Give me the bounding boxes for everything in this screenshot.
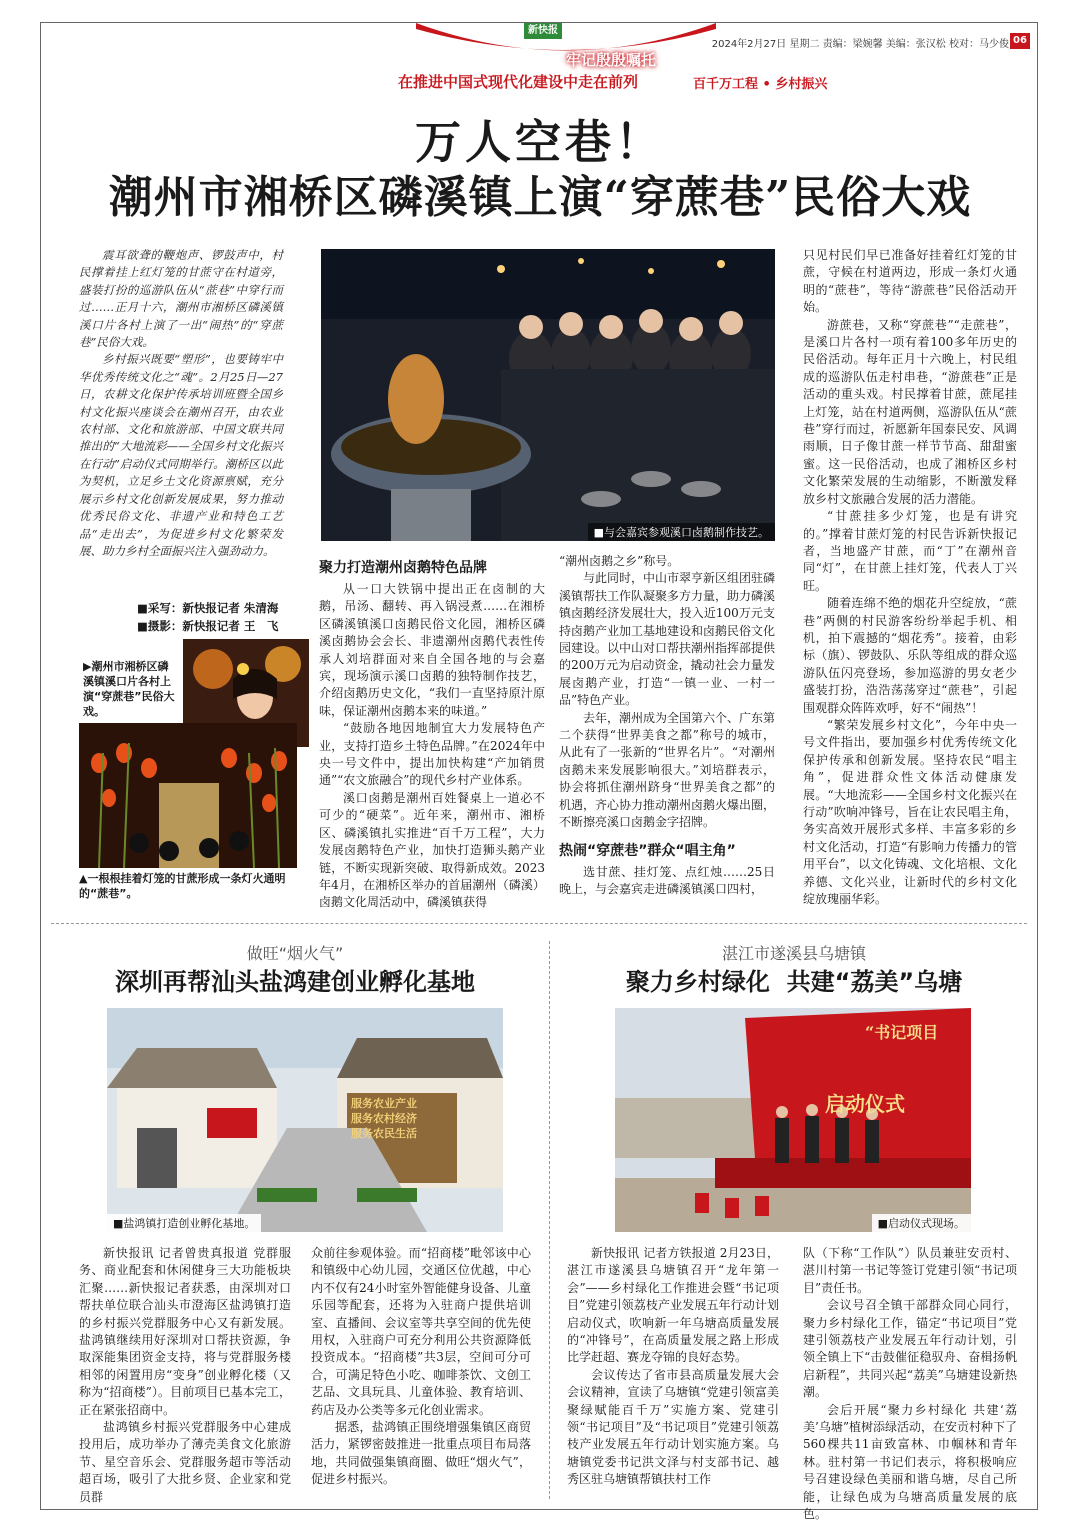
header-meta: 2024年2月27日 星期二 责编：梁婉馨 美编：张汉松 校对：马少俊: [711, 39, 1009, 50]
lead-paragraph-1: 震耳欲聋的鞭炮声、锣鼓声中，村民撑着挂上红灯笼的甘蔗守在村道旁，盛装打扮的巡游队伍从“蔗巷”中穿行而过……正月十六，潮州市湘桥区磷溪镇溪口片各村上演了一出“闹热”的“穿蔗巷”民俗大戏。: [79, 248, 283, 350]
byline-photographer: ■摄影：新快报记者 王 飞: [137, 619, 279, 633]
section-divider: [51, 923, 1027, 924]
story-paragraph: 会后开展“聚力乡村绿化 共建‘荔美’乌塘”植树添绿活动，在安贡村种下了560棵共11亩致富林、巾帼林和青年林。驻村第一书记们表示，将积极响应号召建设绿色美丽和谐乌塘，尽自己所能，让绿色成为乌塘高质量发展的底色。: [803, 1402, 1017, 1522]
main-paragraph: 去年，潮州成为全国第六个、广东第二个获得“世界美食之都”称号的城市，从此有了一张新的“世界名片”。“对潮州卤鹅未来发展影响很大。”刘培群表示，协会将抓住潮州跻身“世界美食之都”的机遇，齐心协力推动潮州卤鹅火爆出圈，不断擦亮溪口卤鹅金字招牌。: [559, 710, 776, 830]
subheading-sugarcane-lane: 热闹“穿蔗巷”群众“唱主角”: [559, 842, 736, 859]
photo-goose-demo: [321, 249, 775, 541]
photo-incubation-base: [107, 1008, 503, 1232]
sign-line: 服务农民生活: [351, 1127, 417, 1140]
sign-services: [351, 1096, 455, 1141]
main-paragraph: “甘蔗挂多少灯笼，也是有讲究的。”撑着甘蔗灯笼的村民告诉新快报记者，当地盛产甘蔗，而“丁”在潮州音同“灯”，在甘蔗上挂灯笼，代表人丁兴旺。: [803, 509, 1017, 593]
story-paragraph: 队（下称“工作队”）队员兼驻安贡村、湛川村第一书记等签订党建引领“书记项目”责任书。: [803, 1246, 1017, 1295]
banner-text-ceremony: 启动仪式: [825, 1092, 905, 1116]
caption-goose-demo: ■与会嘉宾参观溪口卤鹅制作技艺。: [588, 523, 775, 541]
left-story-kicker: 做旺“烟火气”: [246, 944, 344, 963]
main-paragraph: 随着连绵不绝的烟花升空绽放，“蔗巷”两侧的村民游客纷纷举起手机、相机，拍下震撼的“烟花秀”。接着，由彩标（旗）、锣鼓队、乐队等组成的群众巡游队伍闪亮登场，参加巡游的男女老少盛装打扮，浩浩荡荡穿过“蔗巷”，引起围观群众阵阵欢呼，好不“闹热”！: [803, 596, 1017, 715]
main-paragraph: 溪口卤鹅是潮州百姓餐桌上一道必不可少的“硬菜”。近年来，潮州市、湘桥区、磷溪镇扎实推进“百千万工程”，大力发展卤鹅特色产业，加快打造狮头鹅产业链，不断实现新突破、取得新成效。2023年4月，在湘桥区举办的首届潮州（磷溪）卤鹅文化周活动中，磷溪镇获得: [319, 790, 545, 910]
story-paragraph: 会议号召全镇干部群众同心同行，聚力乡村绿化工作，锚定“书记项目”党建引领荔枝产业发展五年行动计划，引领全镇上下“击鼓催征稳驭舟、奋楫扬帆启新程”，共同兴起“荔美”乌塘建设新热潮。: [803, 1298, 1017, 1400]
main-paragraph: “鼓励各地因地制宜大力发展特色产业，支持打造乡土特色品牌。”在2024年中央一号文件中，提出加快构建“产加销贯通”“农文旅融合”的现代乡村产业体系。: [319, 721, 545, 788]
caption-incubation-base: ■盐鸿镇打造创业孵化基地。: [107, 1214, 261, 1232]
story-paragraph: 据悉，盐鸿镇正围绕增强集镇区商贸活力，紧锣密鼓推进一批重点项目布局落地，共同做强集镇商圈、做旺“烟火气”，促进乡村振兴。: [311, 1420, 531, 1487]
story-paragraph: 盐鸿镇乡村振兴党群服务中心建成投用后，成功举办了薄壳美食文化旅游节、星空音乐会、党群服务超市等活动超百场，吸引了大批乡贤、企业家和党员群: [79, 1420, 291, 1504]
newspaper-page: [40, 22, 1038, 1522]
byline-writer: ■采写：新快报记者 朱清海: [137, 601, 279, 615]
right-story-column-1: [567, 1245, 779, 1489]
story-paragraph: 会议传达了省市县高质量发展大会会议精神，宣读了乌塘镇“党建引领富美 聚绿赋能百千万”实施方案、党建引领“书记项目”及“书记项目”党建引领荔枝产业发展五年行动计划实施方案。乌塘镇党委书记洪文泽与村支部书记、越秀区驻乌塘镇帮镇扶村工作: [567, 1367, 779, 1487]
left-story-title: 深圳再帮汕头盐鸿建创业孵化基地: [115, 968, 475, 996]
right-story-column-2: [803, 1245, 1017, 1524]
main-paragraph: “潮州卤鹅之乡”称号。: [559, 554, 680, 568]
story-paragraph: 新快报讯 记者方铁报道 2月23日，湛江市遂溪县乌塘镇召开“龙年第一会”——乡村绿化工作推进会暨“书记项目”党建引领荔枝产业发展五年行动计划启动仪式，吹响新一年乌塘高质量发展的“冲锋号”，在高质量发展之路上形成比学赶超、赛龙夺锦的良好态势。: [567, 1246, 779, 1365]
main-paragraph: 与此同时，中山市翠亨新区组团驻磷溪镇帮扶工作队凝聚多方力量，助力磷溪镇卤鹅经济发展壮大，投入近100万元支持卤鹅产业加工基地建设和卤鹅民俗文化园建设。以中山对口帮扶潮州指挥部提供的200万元为启动资金，撬动社会力量发展卤鹅产业，打造“一镇一业、一村一品”特色产业。: [559, 571, 776, 708]
column-divider: [549, 941, 550, 1499]
main-paragraph: 只见村民们早已准备好挂着红灯笼的甘蔗，守候在村道两边，形成一条灯火通明的“蔗巷”，等待“游蔗巷”民俗活动开始。: [803, 248, 1017, 315]
story-paragraph: 新快报讯 记者曾贵真报道 党群服务、商业配套和休闲健身三大功能板块汇聚……新快报记者获悉，由深圳对口帮扶单位联合汕头市澄海区盐鸿镇打造的乡村振兴党群服务中心又有新发展。盐鸿镇继续用好深圳对口帮扶资源，争取深能集团资金支持，将与党群服务楼相邻的闲置用房“变身”创业孵化楼（又称为“招商楼”）。目前项目已基本完工，正在紧张招商中。: [79, 1246, 291, 1417]
sign-line: 服务农村经济: [351, 1112, 417, 1125]
right-story-title: 聚力乡村绿化 共建“荔美”乌塘: [625, 968, 963, 996]
banner-tag: 百千万工程 • 乡村振兴: [693, 77, 828, 92]
banner-text-project: “书记项目: [865, 1023, 939, 1042]
sign-line: 服务农业产业: [351, 1097, 417, 1110]
main-column-3: [559, 553, 775, 898]
main-title-line1: 万人空巷！: [415, 115, 665, 169]
banner-line2: 在推进中国式现代化建设中走在前列: [398, 73, 639, 91]
photo-sugarcane-lanterns: [79, 723, 297, 868]
caption-portrait: ▶潮州市湘桥区磷溪镇溪口片各村上演“穿蔗巷”民俗大戏。: [83, 660, 175, 718]
story-paragraph: 众前往参观体验。而“招商楼”毗邻该中心和镇级中心幼儿园，交通区位优越，中心内不仅有24小时室外智能健身设备、儿童乐园等配套，还将为入驻商户提供培训室、直播间、会议室等共享空间的优先使用权，入驻商户可充分利用公共资源降低投资成本。“招商楼”共3层，空间可分可合，可满足特色小吃、咖啡茶饮、文创工艺品、文具玩具、儿童体验、教育培训、药店及办公类等多元化创业需求。: [311, 1246, 531, 1417]
caption-launch-ceremony: ■启动仪式现场。: [872, 1214, 971, 1232]
main-paragraph: 从一口大铁锅中提出正在卤制的大鹅，吊汤、翻转、再入锅浸煮……在湘桥区磷溪镇溪口卤鹅民俗文化园，湘桥区磷溪卤鹅协会会长、非遗潮州卤鹅代表性传承人刘培群面对来自全国各地的与会嘉宾，现场演示溪口卤鹅的独特制作技艺，介绍卤鹅历史文化，“我们一直坚持原汁原味，保证潮州卤鹅本来的味道。”: [319, 582, 545, 718]
main-column-2: [319, 553, 545, 912]
lead-paragraph-2: 乡村振兴既要“塑形”，也要铸牢中华优秀传统文化之“魂”。2月25日—27日，农耕文化保护传承培训班暨全国乡村文化振兴座谈会在潮州召开，由农业农村部、文化和旅游部、中国文联共同推出的“大地流彩——全国乡村文化振兴在行动”启动仪式同期举行。潮桥区以此为契机，立足乡土文化资源禀赋，充分展示乡村文化创新发展成果，努力推动优秀民俗文化、非遗产业和特色工艺品“走出去”，为促进乡村文化繁荣发展、助力乡村全面振兴注入强劲动力。: [79, 352, 283, 558]
header-badge: 新快报: [524, 23, 562, 39]
caption-sugarcane-lanterns: ▲一根根挂着灯笼的甘蔗形成一条灯火通明的“蔗巷”。: [79, 872, 286, 900]
lead-column: [79, 247, 283, 560]
main-paragraph: 游蔗巷，又称“穿蔗巷”“走蔗巷”，是溪口片各村一项有着100多年历史的民俗活动。每年正月十六晚上，村民组成的巡游队伍走村串巷，“游蔗巷”正是活动的重头戏。村民撑着甘蔗，蔗尾挂上灯笼，站在村道两侧，巡游队伍从“蔗巷”穿行而过，祈愿新年国泰民安、风调雨顺，日子像甘蔗一样节节高、甜甜蜜蜜。这一民俗活动，也成了湘桥区乡村文化繁荣发展的生动缩影，不断激发释放乡村文旅融合发展的活力潜能。: [803, 317, 1017, 506]
page-number: 06: [1010, 33, 1030, 49]
main-paragraph: 选甘蔗、挂灯笼、点红烛……25日晚上，与会嘉宾走进磷溪镇溪口四村，: [559, 864, 775, 896]
right-story-kicker: 湛江市遂溪县乌塘镇: [721, 944, 866, 963]
left-story-column-1: [79, 1245, 291, 1506]
subheading-goose-brand: 聚力打造潮州卤鹅特色品牌: [319, 560, 487, 576]
photo-launch-ceremony: [615, 1008, 971, 1232]
banner-line1: 牢记殷殷嘱托: [565, 51, 656, 69]
main-column-4: [803, 247, 1017, 908]
left-story-column-2: [311, 1245, 531, 1489]
main-title-line2: 潮州市湘桥区磷溪镇上演“穿蔗巷”民俗大戏: [108, 172, 972, 223]
main-paragraph: “繁荣发展乡村文化”，今年中央一号文件指出，要加强乡村优秀传统文化保护传承和创新发展。坚持农民“唱主角”，促进群众性文体活动健康发展。“大地流彩——全国乡村文化振兴在行动”吹响冲锋号，旨在让农民唱主角，务实高效开展形式多样、丰富多彩的乡村文化活动，打造“有影响力传播力的管用平台”，以文化铸魂、文化培根、文化养德、文化兴业，让新时代的乡村文化绽放瑰丽华彩。: [803, 717, 1017, 907]
